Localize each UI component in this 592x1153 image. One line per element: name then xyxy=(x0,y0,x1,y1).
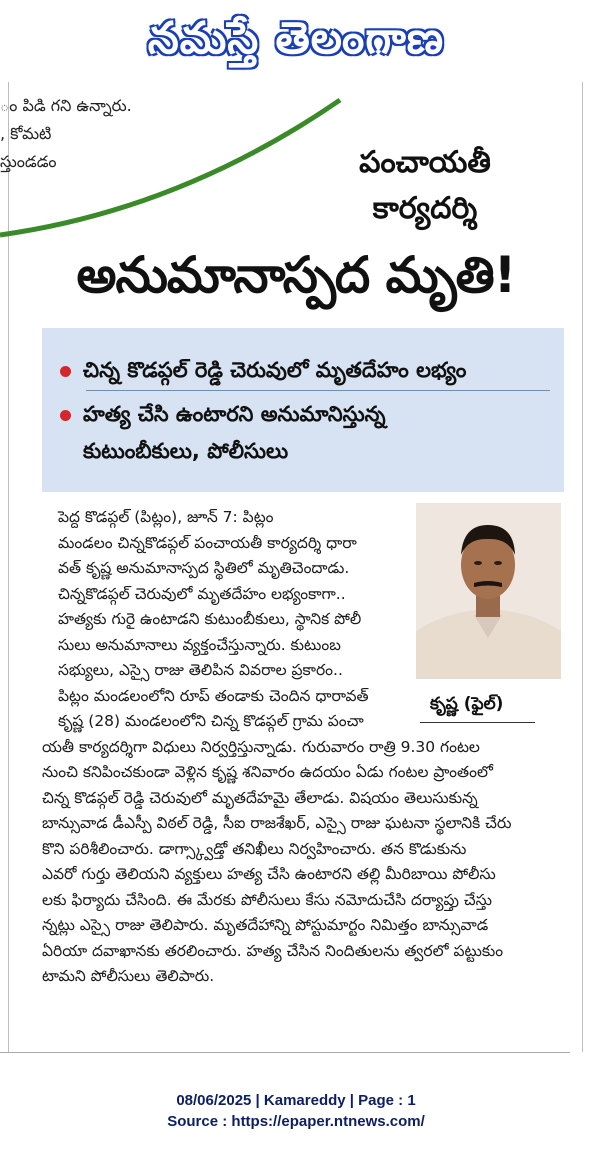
body-line: పెద్ద కొడప్గల్ (పిట్లం), జూన్ 7: పిట్లం xyxy=(58,508,274,526)
snippet-line: స్తుండడం xyxy=(0,152,57,171)
body-line: సులు అనుమానాలు వ్యక్తంచేస్తున్నారు. కుటుంబ xyxy=(58,635,341,654)
body-line: చిన్నకొడప్గల్ చెరువులో మృతదేహం లభ్యంకాగా.. xyxy=(58,584,346,603)
footer-source: Source : https://epaper.ntnews.com/ xyxy=(167,1113,425,1130)
body-line: మండలం చిన్నకొడప్గల్ పంచాయతీ కార్యదర్శి ధారా xyxy=(58,533,357,552)
body-line: హత్యకు గురై ఉంటాడని కుటుంబీకులు, స్థానిక పోలీ xyxy=(58,610,362,628)
photo-caption: కృష్ణ (ఫైల్) xyxy=(430,694,504,714)
body-line: టామని పోలీసులు తెలిపారు. xyxy=(42,967,215,985)
body-line: సభ్యులు, ఎస్సై రాజు తెలిపిన వివరాల ప్రకారం.. xyxy=(58,661,343,679)
highlight-text: హత్య చేసి ఉంటారని అనుమానిస్తున్న xyxy=(83,402,386,426)
kicker-line: పంచాయతీ xyxy=(359,145,491,180)
body-line: బాన్సువాడ డీఎస్పీ విఠల్ రెడ్డి, సీఐ రాజశేఖర్, ఎస్సై రాజు ఘటనా స్థలానికి చేరు xyxy=(42,814,512,832)
page-bottom-rule xyxy=(0,1052,570,1053)
body-line: చిన్న కొడప్గల్ రెడ్డి చెరువులో మృతదేహమై తేలాడు. విషయం తెలుసుకున్న xyxy=(42,788,478,807)
body-line: పిట్లం మండలంలోని రూప్ తండాకు చెందిన ధారావత్ xyxy=(58,686,369,705)
column-rule-right xyxy=(582,82,583,1052)
highlight-text: చిన్న కొడప్గల్ రెడ్డి చెరువులో మృతదేహం లభ్యం xyxy=(83,358,467,382)
body-line: ఏరియా దవాఖానకు తరలించారు. హత్య చేసిన నిందితులను త్వరలో పట్టుకుం xyxy=(42,941,504,960)
body-line: యతీ కార్యదర్శిగా విధులు నిర్వర్తిస్తున్నాడు. గురువారం రాత్రి 9.30 గంటల xyxy=(42,737,480,756)
body-line: ఎవరో గుర్తు తెలియని వ్యక్తులు హత్య చేసి ఉంటారని తల్లి మీరిబాయి పోలీసు xyxy=(42,865,496,883)
person-photo xyxy=(416,503,561,679)
highlight-item xyxy=(60,350,466,390)
body-line: లకు ఫిర్యాదు చేసింది. ఈ మేరకు పోలీసులు కేసు నమోదుచేసి దర్యాప్తు చేస్తు xyxy=(42,890,492,909)
body-line: వత్ కృష్ణ అనుమానాస్పద స్థితిలో మృతిచెందాడు. xyxy=(58,559,350,577)
article-headline: అనుమానాస్పద మృతి! xyxy=(76,246,516,304)
body-line: కొని పరిశీలించారు. డాగ్స్క్వాడ్తో తనిఖీలు నిర్వహించారు. తన కొడుకును xyxy=(42,839,467,858)
body-line: కృష్ణ (28) మండలంలోని చిన్న కొడప్గల్ గ్రామ పంచా xyxy=(58,712,364,730)
article-kicker xyxy=(300,140,550,232)
caption-underline xyxy=(420,722,535,723)
snippet-line: ం పిడి గని ఉన్నారు. xyxy=(0,96,132,115)
highlights-box xyxy=(42,328,564,492)
kicker-line: కార్యదర్శి xyxy=(372,191,478,226)
body-line: న్నట్లు ఎస్సై రాజు తెలిపారు. మృతదేహాన్ని పోస్టుమార్టం నిమిత్తం బాన్సువాడ xyxy=(42,916,489,934)
masthead-logo: నమస్తే తెలంగాణ xyxy=(147,13,445,64)
body-line: నుంచి కనిపించకుండా వెళ్లిన కృష్ణ శనివారం ఉదయం ఏడు గంటల ప్రాంతంలో xyxy=(42,763,493,781)
highlight-divider xyxy=(86,390,550,391)
footer-edition-info: 08/06/2025 | Kamareddy | Page : 1 xyxy=(176,1092,416,1109)
highlight-continuation: కుటుంబీకులు, పోలీసులు xyxy=(83,439,289,463)
bullet-dot-icon xyxy=(60,410,71,421)
page-footer xyxy=(0,1090,592,1132)
snippet-line: , కోమటి xyxy=(0,124,52,143)
bullet-dot-icon xyxy=(60,366,71,377)
highlight-item xyxy=(60,394,386,434)
